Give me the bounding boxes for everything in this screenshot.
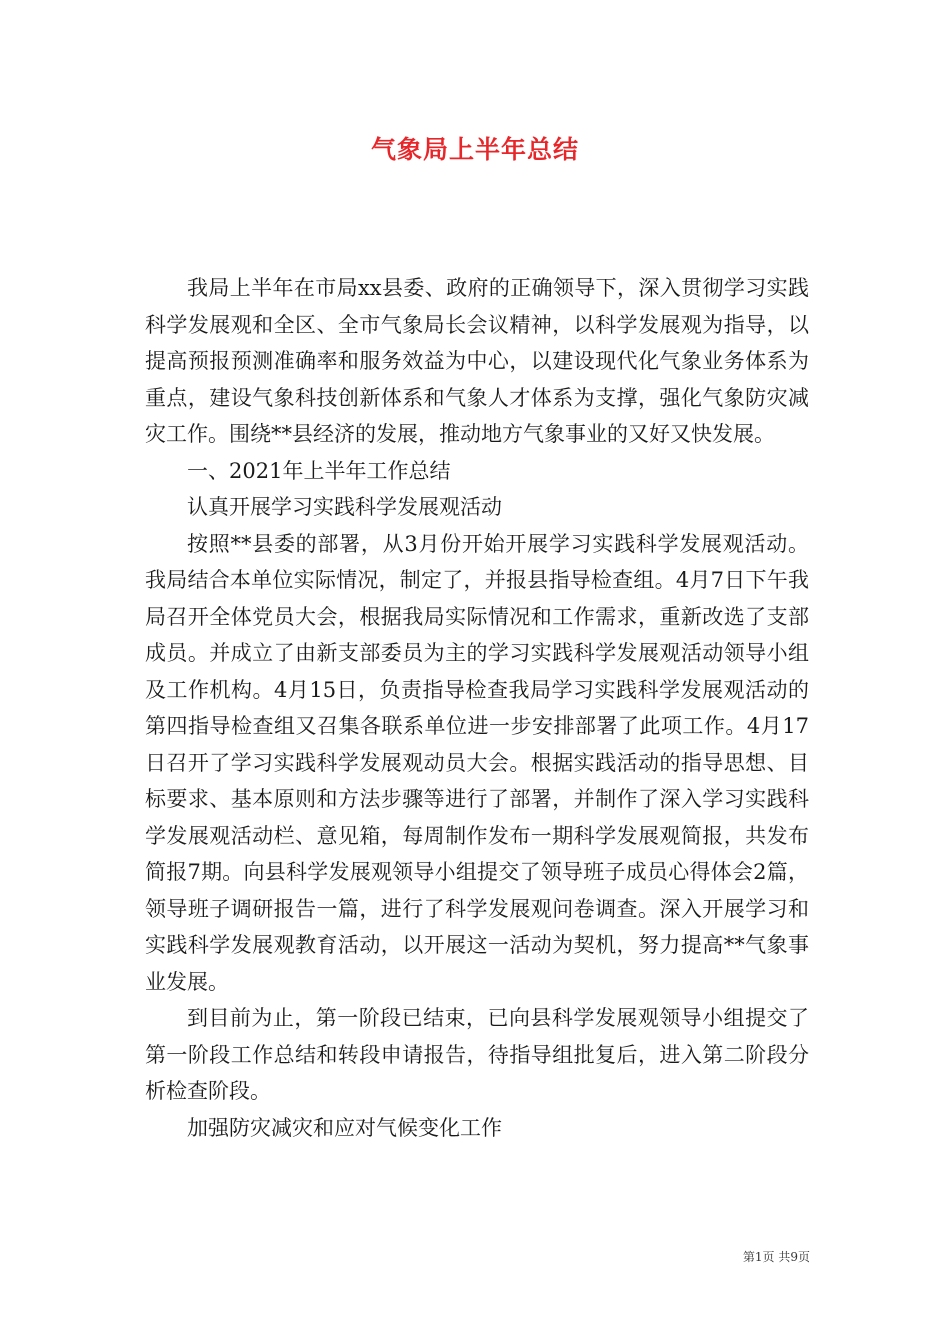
- subsection-heading-2: 加强防灾减灾和应对气候变化工作: [187, 1115, 502, 1140]
- activity-paragraph: 按照**县委的部署，从3月份开始开展学习实践科学发展观活动。我局结合本单位实际情况，制定了，并报县指导检查组。4月7日下午我局召开全体党员大会，根据我局实际情况和工作需求，重新改选了支部成员。并成立了由新支部委员为主的学习实践科学发展观活动领导小组及工作机构。4月15日，负责指导检查我局学习实践科学发展观活动的第四指导检查组又召集各联系单位进一步安排部署了此项工作。4月17日召开了学习实践科学发展观动员大会。根据实践活动的指导思想、目标要求、基本原则和方法步骤等进行了部署，并制作了深入学习实践科学发展观活动栏、意见箱，每周制作发布一期科学发展观简报，共发布简报7期。向县科学发展观领导小组提交了领导班子成员心得体会2篇，领导班子调研报告一篇，进行了科学发展观问卷调查。深入开展学习和实践科学发展观教育活动，以开展这一活动为契机，努力提高**气象事业发展。: [145, 531, 809, 994]
- intro-paragraph: 我局上半年在市局xx县委、政府的正确领导下，深入贯彻学习实践科学发展观和全区、全市气象局长会议精神，以科学发展观为指导，以提高预报预测准确率和服务效益为中心，以建设现代化气象业务体系为重点，建设气象科技创新体系和气象人才体系为支撑，强化气象防灾减灾工作。围绕**县经济的发展，推动地方气象事业的又好又快发展。: [145, 276, 809, 446]
- document-body: [145, 270, 809, 1146]
- page-indicator: 第1页 共9页: [742, 1250, 810, 1264]
- subsection-heading: 认真开展学习实践科学发展观活动: [187, 495, 502, 519]
- section-heading: 一、2021年上半年工作总结: [187, 458, 451, 483]
- progress-paragraph: 到目前为止，第一阶段已结束，已向县科学发展观领导小组提交了第一阶段工作总结和转段申请报告，待指导组批复后，进入第二阶段分析检查阶段。: [145, 1006, 809, 1103]
- document-title: 气象局上半年总结: [370, 135, 579, 164]
